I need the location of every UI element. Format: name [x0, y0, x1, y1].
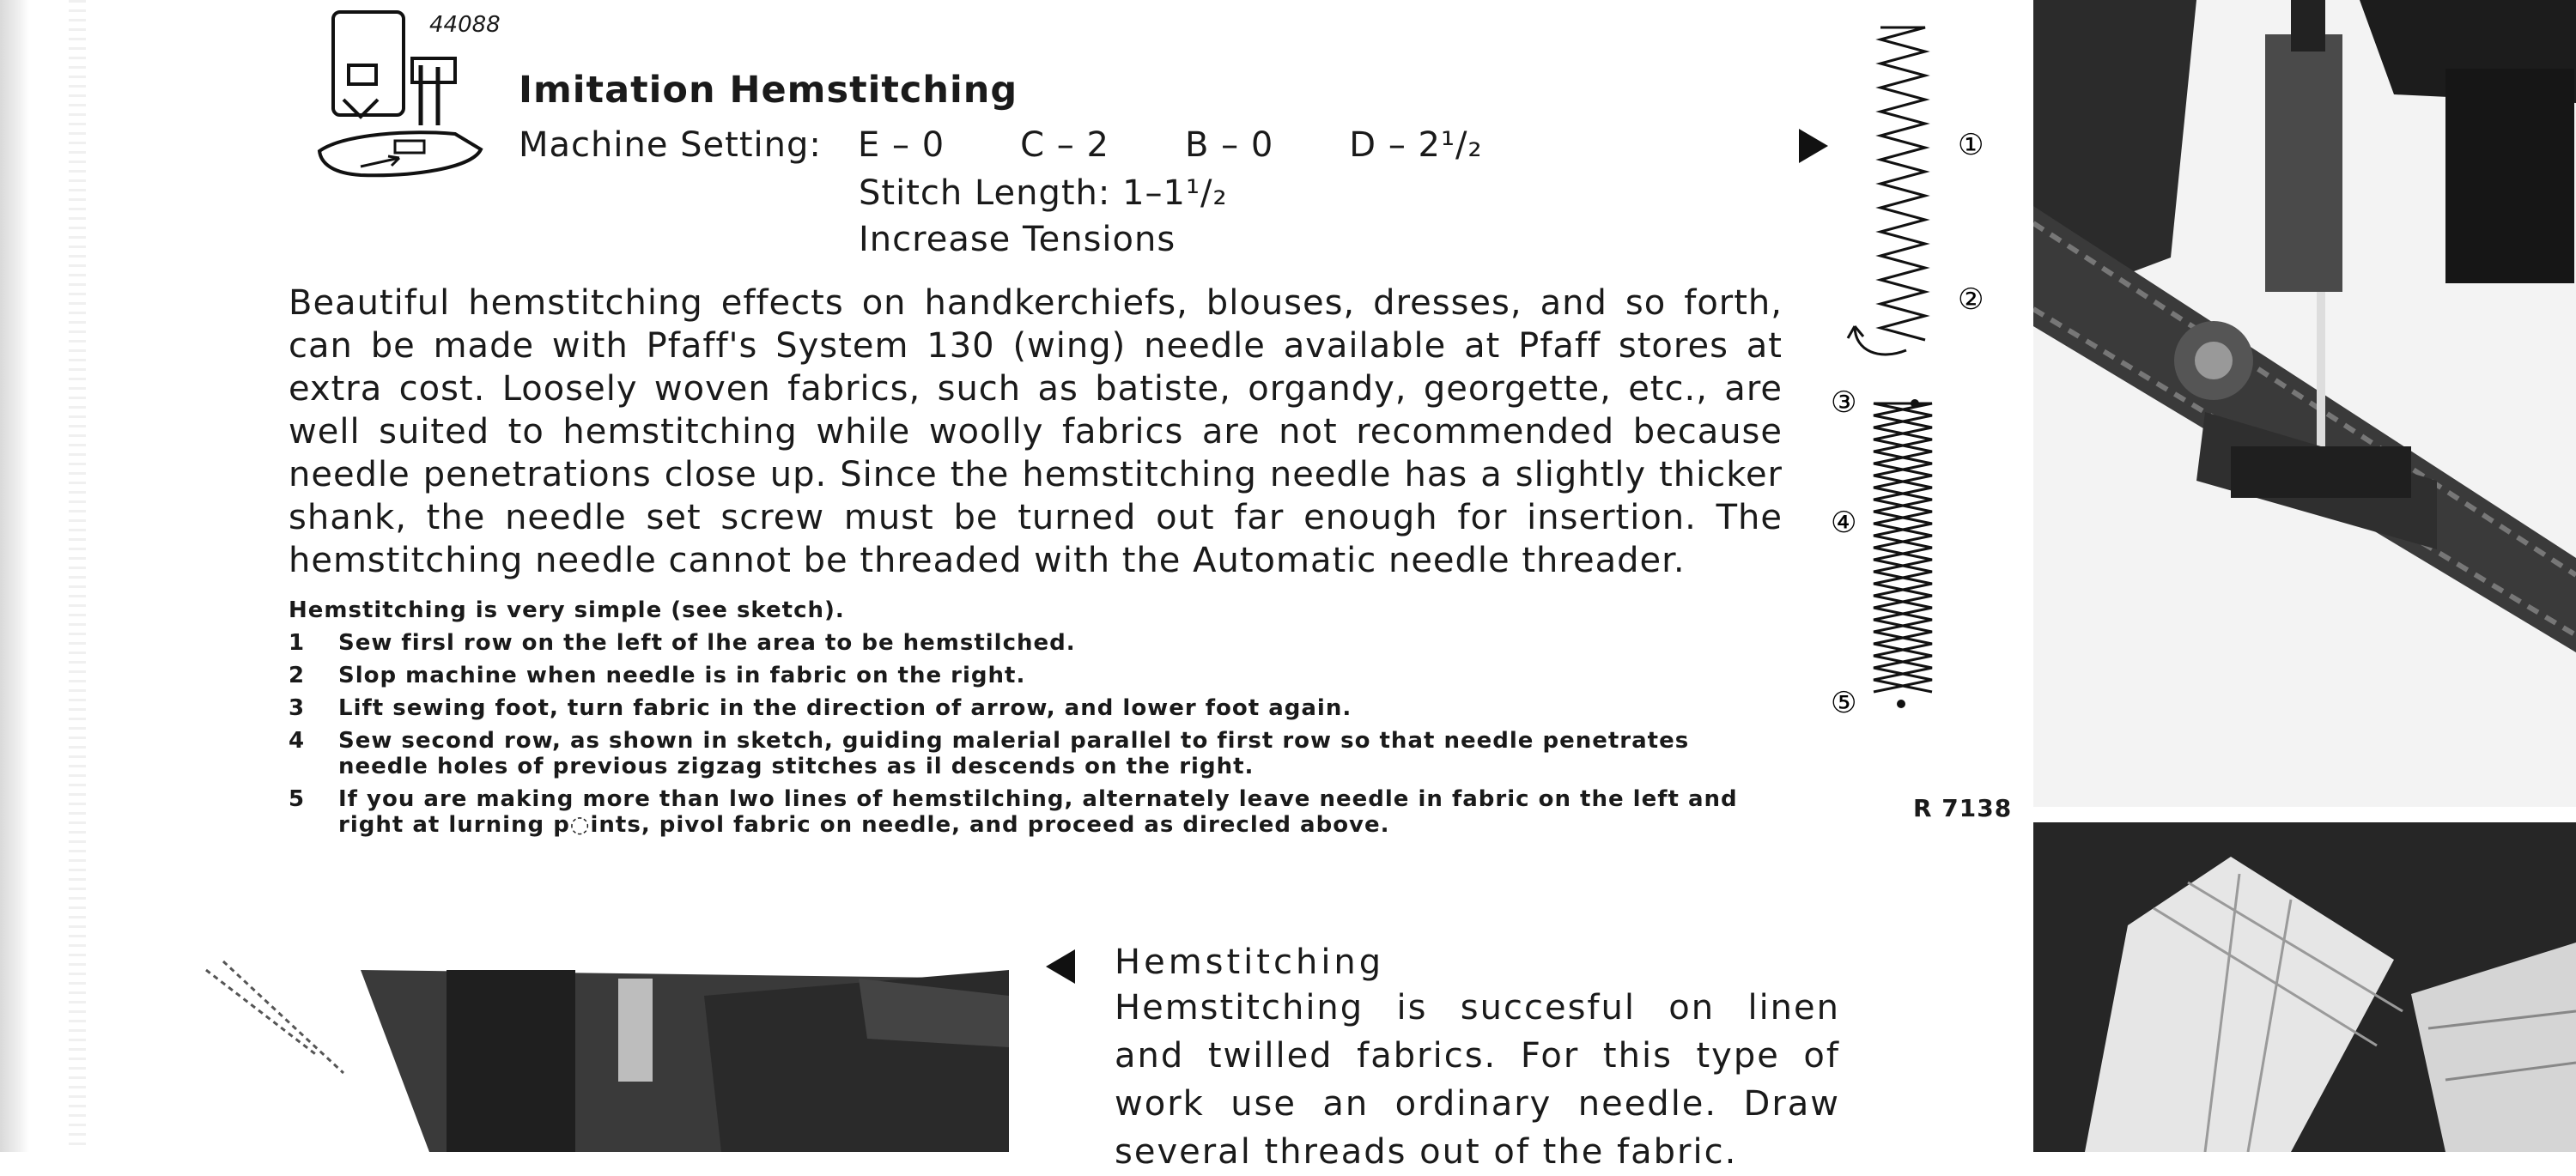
marker-1: ① [1958, 128, 1984, 162]
step-text: Sew firsl row on the left of lhe area to be hemstilched. [338, 630, 1076, 656]
marker-2: ② [1958, 282, 1984, 317]
step-number: 2 [289, 663, 306, 688]
step-number: 5 [289, 786, 306, 812]
machine-setting-label: Machine Setting: [519, 125, 822, 165]
intro-paragraph: Beautiful hemstitching effects on handkerchiefs, blouses, dresses, and so forth, can be made with Pfaff's System 130 (wing) needle available at Pfaff stores at extra cost. Loosely woven fabrics, such as batiste, organdy, georgette, etc., are well suited to hemstitching while woolly fabrics are not recommended because needle penetrations close up. Since the hemstitching needle has a slightly thicker shank, the needle set screw must be turned out far enough for insertion. The hemstitching needle cannot be threaded with the Automatic needle threader. [289, 283, 1783, 580]
fabric-photo [2033, 822, 2576, 1152]
step-text: If you are making more than lwo lines of hemstilching, alternately leave needle in fabric on the left and right at lurning p◌ints, pivol fabric on needle, and proceed as direcled above. [338, 786, 1738, 838]
step-text: Slop machine when needle is in fabric on the right. [338, 663, 1026, 688]
arrow-right-icon [1799, 129, 1828, 163]
sewing-machine-photo [2033, 0, 2576, 807]
turn-arrow-icon [1855, 326, 1906, 355]
steps-intro: Hemstitching is very simple (see sketch). [289, 597, 845, 623]
step-item [289, 630, 1783, 656]
step-item [289, 786, 1783, 838]
step-item [289, 663, 1783, 688]
zigzag-row-2 [1874, 403, 1932, 692]
section-title: Imitation Hemstitching [519, 69, 1018, 112]
step-item [289, 695, 1783, 721]
stitch-point-icon [1911, 399, 1919, 408]
marker-5: ⑤ [1831, 686, 1857, 720]
stitch-point-icon [1897, 700, 1905, 708]
scan-noise [69, 0, 86, 1152]
step-text: Sew second row, as shown in sketch, guiding malerial parallel to first row so that needle penetrates needle holes of previous zigzag stitches as il descends on the right. [338, 728, 1690, 779]
step-text: Lift sewing foot, turn fabric in the direction of arrow, and lower foot again. [338, 695, 1352, 721]
step-number: 4 [289, 728, 306, 754]
setting-b: B – 0 [1184, 125, 1274, 165]
tensions-note: Increase Tensions [859, 220, 1176, 259]
setting-c: C – 2 [1020, 125, 1109, 165]
stitch-sketch [1829, 17, 2001, 721]
setting-e: E – 0 [858, 125, 945, 165]
marker-4: ④ [1831, 506, 1857, 540]
hemstitching-title: Hemstitching [1115, 943, 1385, 982]
part-number: 44088 [429, 12, 501, 38]
step-item [289, 728, 1783, 779]
arrow-left-icon [1046, 949, 1075, 984]
steps-list [289, 630, 1783, 845]
reference-code: R 7138 [1913, 794, 2013, 822]
setting-d: D – 2¹/₂ [1349, 125, 1483, 165]
hemstitching-photo [189, 944, 1009, 1152]
hemstitching-text: Hemstitching is succesful on linen and twilled fabrics. For this type of work use an ordinary needle. Draw several threads out of the fabric. [1115, 988, 1840, 1172]
machine-setting [519, 125, 1558, 165]
marker-3: ③ [1831, 385, 1857, 420]
zigzag-row-1 [1880, 26, 1925, 340]
step-number: 1 [289, 630, 306, 656]
step-number: 3 [289, 695, 306, 721]
stitch-length: Stitch Length: 1–1¹/₂ [859, 173, 1228, 213]
scan-edge [0, 0, 29, 1152]
